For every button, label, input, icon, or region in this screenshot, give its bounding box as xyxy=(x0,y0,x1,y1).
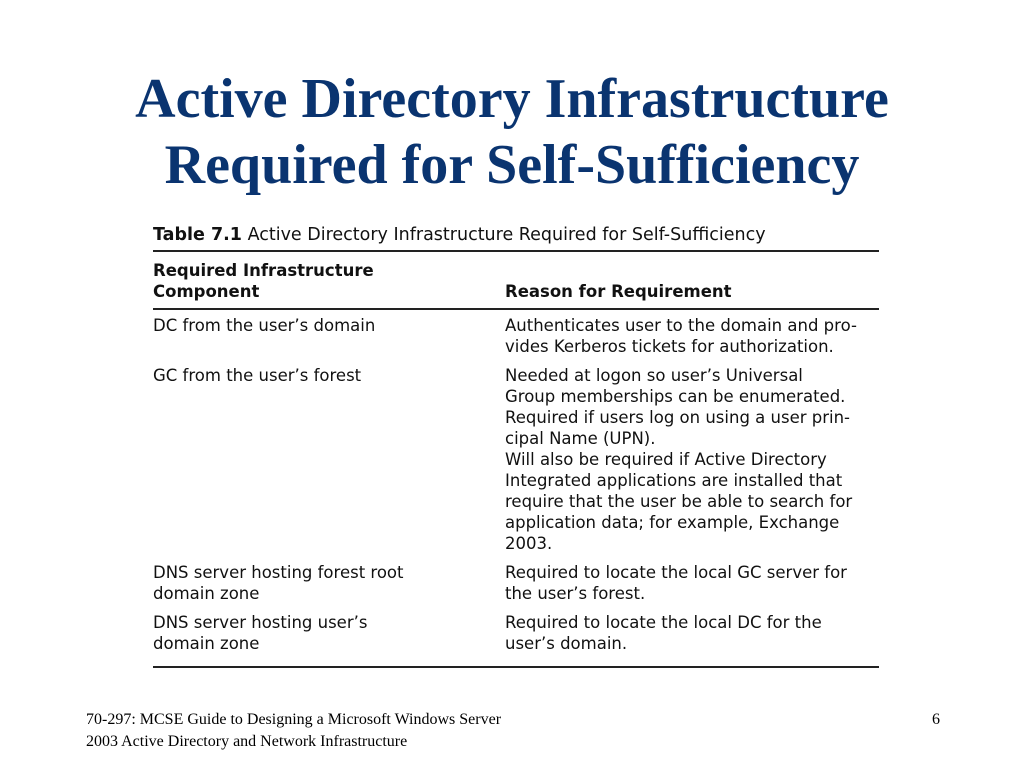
slide-title-line-2: Required for Self-Sufficiency xyxy=(164,134,860,196)
slide-title-line-1: Active Directory Infrastructure xyxy=(135,68,889,130)
cell-component-line: DNS server hosting user’s xyxy=(153,613,368,632)
table-caption xyxy=(153,222,879,248)
cell-reason-line: user’s domain. xyxy=(505,634,628,653)
cell-reason-line: Will also be required if Active Directory xyxy=(505,450,827,469)
footer-course-title xyxy=(86,709,501,753)
table-body xyxy=(153,310,879,666)
cell-reason-line: vides Kerberos tickets for authorization. xyxy=(505,337,834,356)
cell-reason-line: Group memberships can be enumerated. xyxy=(505,387,846,406)
cell-component xyxy=(153,612,505,654)
cell-component-line: DC from the user’s domain xyxy=(153,316,376,335)
cell-component-line: GC from the user’s forest xyxy=(153,366,362,385)
footer-line-1: 70-297: MCSE Guide to Designing a Microsoft Windows Server xyxy=(86,711,502,728)
footer-line-2: 2003 Active Directory and Network Infrastructure xyxy=(86,733,408,750)
cell-reason-line: application data; for example, Exchange xyxy=(505,513,840,532)
cell-reason xyxy=(505,612,879,654)
column-header-component-line-2: Component xyxy=(153,282,260,301)
table-caption-text: Active Directory Infrastructure Required for Self-Sufficiency xyxy=(247,225,766,245)
cell-component xyxy=(153,562,505,604)
cell-reason-line: Required if users log on using a user prin- xyxy=(505,408,851,427)
cell-component xyxy=(153,315,505,357)
cell-component-line: domain zone xyxy=(153,584,260,603)
cell-reason-line: 2003. xyxy=(505,534,553,553)
slide-title xyxy=(0,66,1024,198)
cell-reason-line: Required to locate the local DC for the xyxy=(505,613,822,632)
column-header-component xyxy=(153,260,505,302)
cell-component-line: DNS server hosting forest root xyxy=(153,563,404,582)
cell-reason xyxy=(505,562,879,604)
cell-reason-line: Authenticates user to the domain and pro- xyxy=(505,316,857,335)
table-caption-label: Table 7.1 xyxy=(153,225,242,245)
cell-reason-line: require that the user be able to search for xyxy=(505,492,853,511)
requirements-table xyxy=(153,222,879,668)
table-row xyxy=(153,562,879,604)
cell-reason-line: the user’s forest. xyxy=(505,584,646,603)
cell-reason-line: cipal Name (UPN). xyxy=(505,429,656,448)
cell-component xyxy=(153,365,505,554)
cell-reason-line: Integrated applications are installed that xyxy=(505,471,843,490)
table-row xyxy=(153,365,879,554)
cell-component-line: domain zone xyxy=(153,634,260,653)
table-header-row xyxy=(153,252,879,308)
table-bottom-rule xyxy=(153,666,879,668)
table-row xyxy=(153,612,879,654)
column-header-component-line-1: Required Infrastructure xyxy=(153,261,374,280)
cell-reason xyxy=(505,315,879,357)
cell-reason-line: Needed at logon so user’s Universal xyxy=(505,366,803,385)
page-number: 6 xyxy=(932,711,940,728)
cell-reason xyxy=(505,365,879,554)
column-header-reason: Reason for Requirement xyxy=(505,282,732,301)
table-row xyxy=(153,315,879,357)
cell-reason-line: Required to locate the local GC server for xyxy=(505,563,847,582)
